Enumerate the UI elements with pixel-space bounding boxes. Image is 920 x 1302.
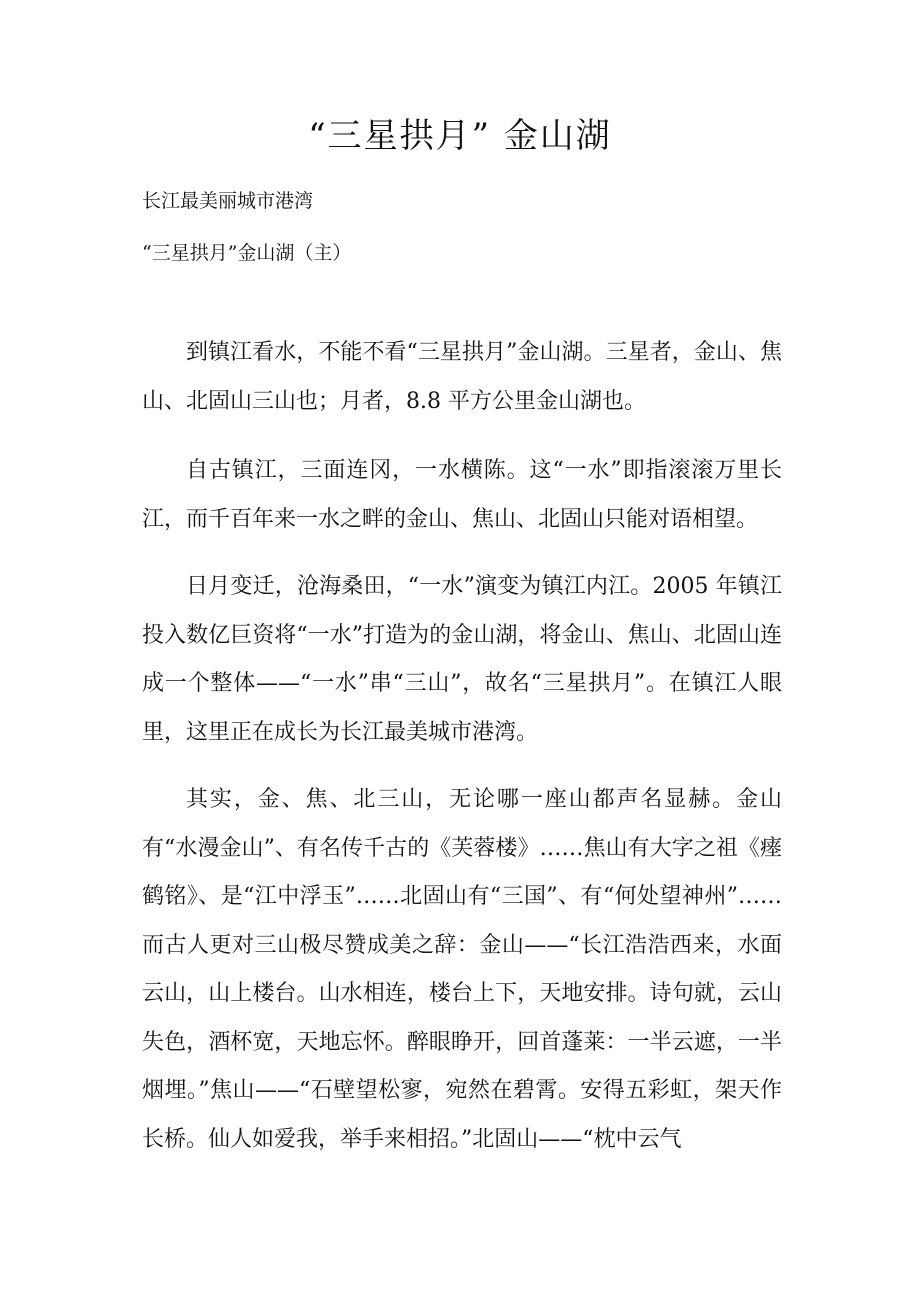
- paragraph-3: 日月变迁，沧海桑田，“一水”演变为镇江内江。2005 年镇江投入数亿巨资将“一水”打造为的金山湖，将金山、焦山、北固山连成一个整体——“一水”串“三山”，故名“三星拱月”。在镇江人眼里，这里正在成长为长江最美城市港湾。: [142, 574, 782, 745]
- paragraph-2: 自古镇江，三面连冈，一水横陈。这“一水”即指滚滚万里长江，而千百年来一水之畔的金山、焦山、北固山只能对语相望。: [142, 458, 782, 532]
- subtitle-line-1: 长江最美丽城市港湾: [142, 190, 314, 212]
- paragraph-4: 其实，金、焦、北三山，无论哪一座山都声名显赫。金山有“水漫金山”、有名传千古的《芙蓉楼》……焦山有大字之祖《瘗鹤铭》、是“江中浮玉”……北固山有“三国”、有“何处望神州”……而古人更对三山极尽赞成美之辞：金山——“长江浩浩西来，水面云山，山上楼台。山水相连，楼台上下，天地安排。诗句就，云山失色，酒杯宽，天地忘怀。醉眼睁开，回首蓬莱：一半云遮，一半烟埋。”焦山——“石壁望松寥，宛然在碧霄。安得五彩虹，架天作长桥。仙人如爱我，举手来相招。”北固山——“枕中云气: [142, 787, 782, 1152]
- subtitle-line-2: “三星拱月”金山湖（主）: [142, 242, 352, 264]
- document-title: “三星拱月” 金山湖: [308, 116, 612, 156]
- paragraph-1: 到镇江看水，不能不看“三星拱月”金山湖。三星者，金山、焦山、北固山三山也；月者，8.8 平方公里金山湖也。: [142, 340, 782, 414]
